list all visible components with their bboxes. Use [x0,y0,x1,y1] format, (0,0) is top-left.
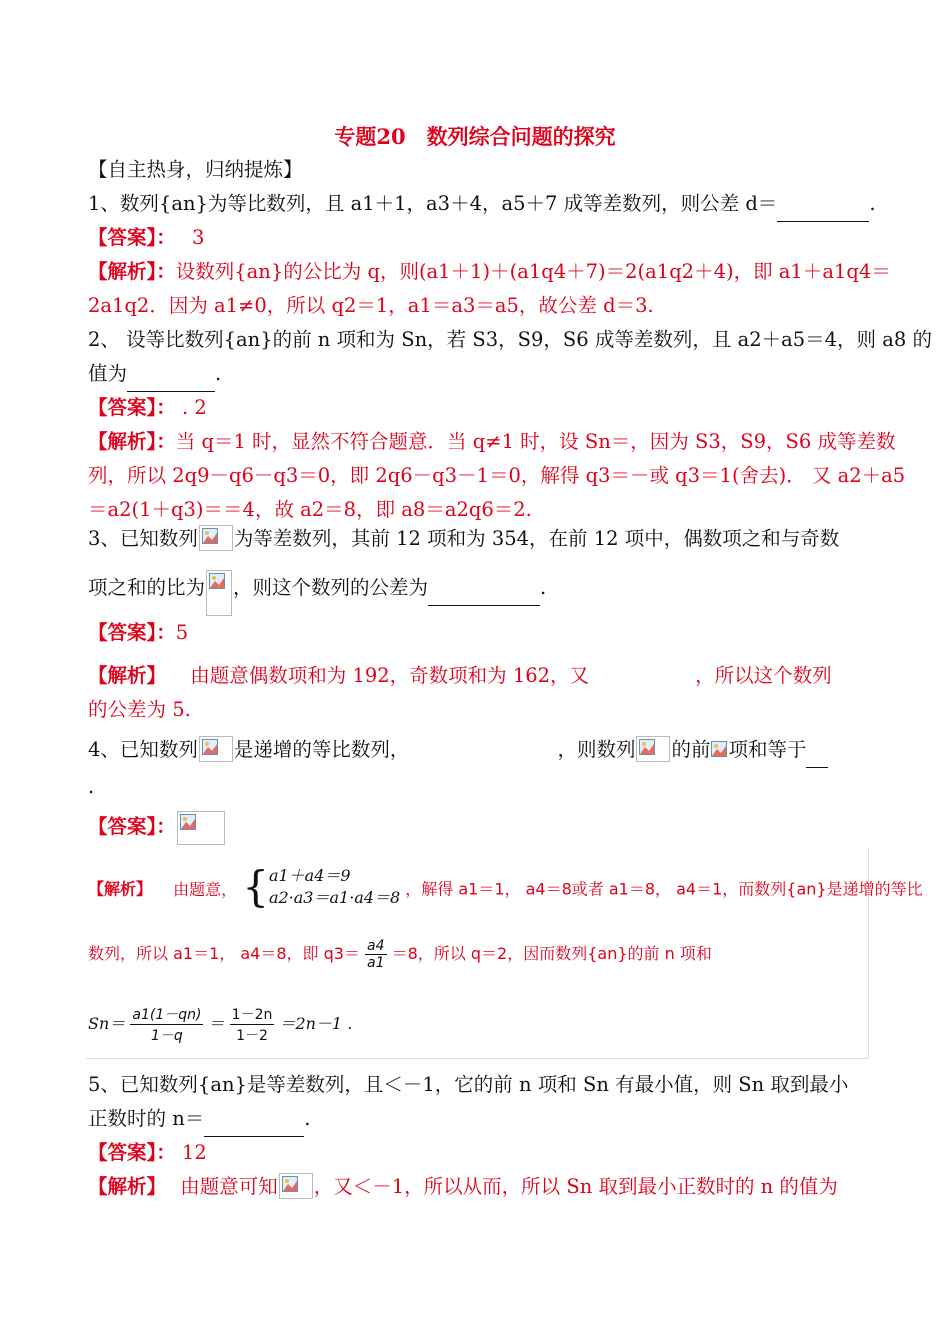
question-3-line-1 [88,522,839,556]
analysis-text: 由题意可知 [180,1175,278,1198]
answer-label: 【答案】： [88,226,176,249]
analysis-text: 当 q＝1 时，显然不符合题意．当 q≠1 时，设 Sn＝，因为 S3，S9，S6 成等差数 [175,430,896,453]
analysis-1-line-2: 2a1q2．因为 a1≠0，所以 q2＝1，a1＝a3＝a5，故公差 d＝3. [88,294,654,317]
analysis-label: 【解析】 [88,879,153,899]
answer-value: 3 [191,226,205,249]
question-3-text: 为等差数列，其前 12 项和为 354，在前 12 项中，偶数项之和与奇数 [233,527,840,550]
answer-value: . 2 [181,396,207,419]
broken-image-icon [199,525,233,551]
answer-blank [204,1102,304,1137]
analysis-5-line-1 [88,1170,838,1204]
question-3-text: 项之和的比为 [88,576,206,599]
answer-blank [777,187,869,222]
question-4-text: ，则数列 [557,738,636,761]
analysis-1-line-1 [88,255,891,289]
question-3-text: ，则这个数列的公差为 [233,576,429,599]
numerator: a4 [367,938,385,954]
analysis-4-line-1 [88,862,923,912]
analysis-text: 由题意， [173,879,238,899]
broken-image-icon [636,736,670,762]
broken-image-icon [199,736,233,762]
broken-image-icon [177,811,225,845]
answer-blank [806,733,828,768]
question-2-line-1: 2、 设等比数列{an}的前 n 项和为 Sn，若 S3，S9，S6 成等差数列，且 a2＋a5＝4，则 a8 的 [88,328,932,351]
analysis-label: 【解析】 [88,664,167,687]
analysis-text: ，又＜－1，所以从而，所以 Sn 取到最小正数时的 n 的值为 [313,1175,838,1198]
broken-image-icon [711,741,727,759]
broken-image-icon [279,1173,313,1199]
question-3-text: 3、已知数列 [88,527,198,550]
numerator: 1－2n [230,1004,275,1025]
denominator: 1－2 [236,1028,268,1044]
analysis-label: 【解析】 [88,1175,167,1198]
question-5-line-2: 正数时的 n＝ . [88,1102,310,1137]
analysis-4-line-3: Sn＝ $\frac{a1(1-qn)}{1-q}$ ＝ $\frac{1-2n}{1-2}$ ＝2n－1 . [88,1004,352,1045]
analysis-2-line-3: ＝a2(1＋q3)＝＝4，故 a2＝8，即 a8＝a2q6＝2. [88,498,532,521]
answer-value: 5 [175,621,189,644]
fraction [130,1004,203,1045]
equation: a1＋a4＝9 [268,866,351,885]
fraction [365,938,387,971]
answer-4 [88,810,226,845]
analysis-2-line-2: 列，所以 2q9－q6－q3＝0，即 2q6－q3－1＝0，解得 q3＝－或 q3＝1(舍去)． 又 a2＋a5 [88,464,906,487]
analysis-label: 【解析】： [88,260,176,283]
question-2-text: 值为 [88,362,128,385]
question-4-text: 项和等于 [728,738,807,761]
question-1-text: 1、数列{an}为等比数列，且 a1＋1，a3＋4，a5＋7 成等差数列，则公差 d＝ [88,192,778,215]
answer-label: 【答案】： [88,1141,176,1164]
equation-system: { a1＋a4＝9 a2·a3＝a1·a4＝8 [242,862,401,911]
analysis-text: ，解得 a1＝1， a4＝8或者 a1＝8， a4＝1，而数列{an}是递增的等比 [405,879,923,899]
analysis-text: ＝8，所以 q＝2，因而数列{an}的前 n 项和 [391,944,712,963]
answer-label: 【答案】： [88,621,176,644]
analysis-text: 设数列{an}的公比为 q，则(a1＋1)＋(a1q4＋7)＝2(a1q2＋4)，即 a1＋a1q4＝ [175,260,891,283]
answer-3 [88,616,188,650]
answer-label: 【答案】： [88,396,176,419]
denominator: 1－q [151,1028,183,1044]
answer-value: 12 [181,1141,207,1164]
question-1: 1、数列{an}为等比数列，且 a1＋1，a3＋4，a5＋7 成等差数列，则公差 d＝ . [88,187,876,222]
answer-blank [127,357,215,392]
question-4-end: . [88,775,95,798]
numerator: a1(1－qn) [130,1004,203,1025]
equation: ＝2n－1 . [279,1014,353,1033]
page-title: 专题20 数列综合问题的探究 [334,124,616,149]
answer-2 [88,391,207,425]
question-4-text: 是递增的等比数列， [233,738,410,761]
question-4-text: 的前 [671,738,711,761]
analysis-3-line-2: 的公差为 5. [88,698,191,721]
denominator: a1 [367,955,385,971]
question-4-text: 4、已知数列 [88,738,198,761]
section-heading: 【自主热身，归纳提炼】 [88,158,303,181]
analysis-3-line-1 [88,659,832,693]
equation: Sn＝ [88,1014,126,1033]
answer-5 [88,1136,207,1170]
analysis-4-line-2 [88,938,712,971]
analysis-text: 由题意偶数项和为 192，奇数项和为 162，又 [190,664,590,687]
analysis-text: ，所以这个数列 [695,664,832,687]
question-5-text: 正数时的 n＝ [88,1107,205,1130]
analysis-text: 数列，所以 a1＝1， a4＝8，即 q3＝ [88,944,360,963]
analysis-label: 【解析】： [88,430,176,453]
answer-blank [428,571,540,606]
equation: a2·a3＝a1·a4＝8 [268,888,401,907]
analysis-2-line-1 [88,425,896,459]
question-5-line-1: 5、已知数列{an}是等差数列，且＜－1，它的前 n 项和 Sn 有最小值，则 Sn 取到最小 [88,1073,849,1096]
question-3-line-2: 项之和的比为 ，则这个数列的公差为 . [88,570,546,616]
broken-image-icon [206,570,232,616]
question-2-line-2: 值为 . [88,357,221,392]
fraction [230,1004,275,1045]
answer-label: 【答案】： [88,815,176,838]
question-4 [88,733,828,768]
answer-1 [88,221,204,255]
